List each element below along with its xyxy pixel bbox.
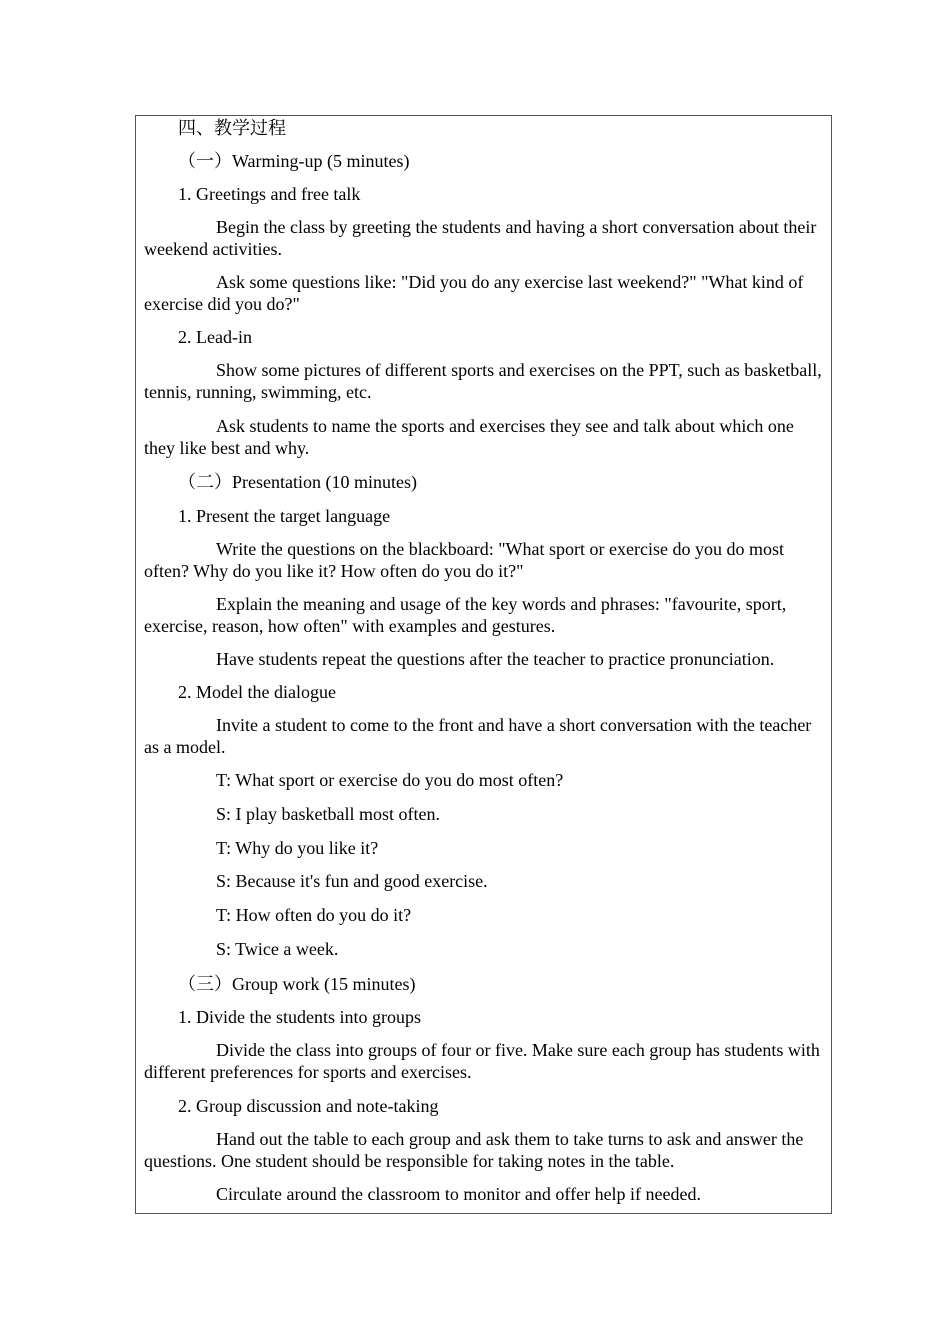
paragraph: Have students repeat the questions after the teacher to practice pronunciation. [216,649,775,669]
dialogue-line: T: How often do you do it? [216,905,412,925]
subsection-heading: （二）Presentation (10 minutes) [178,472,417,492]
dialogue-line: T: Why do you like it? [216,838,379,858]
step-heading: 1. Divide the students into groups [178,1007,421,1027]
section-heading: 四、教学过程 [178,118,286,138]
paragraph: Hand out the table to each group and ask them to take turns to ask and answer the questions. One student should be responsible for taking notes in the table. [144,1129,804,1171]
step-heading: 2. Model the dialogue [178,682,336,702]
paragraph: Begin the class by greeting the students and having a short conversation about their weekend activities. [144,217,817,259]
dialogue-line: S: Because it's fun and good exercise. [216,871,488,891]
step-heading: 2. Group discussion and note-taking [178,1096,439,1116]
step-heading: 1. Present the target language [178,506,391,526]
paragraph: Ask students to name the sports and exercises they see and talk about which one they like best and why. [144,416,794,458]
dialogue-line: S: I play basketball most often. [216,804,440,824]
subsection-heading: （三）Group work (15 minutes) [178,974,416,994]
dialogue-line: S: Twice a week. [216,939,339,959]
paragraph: Show some pictures of different sports and exercises on the PPT, such as basketball, tennis, running, swimming, etc. [144,360,822,402]
paragraph: Invite a student to come to the front and have a short conversation with the teacher as a model. [144,715,812,757]
subsection-heading: （一）Warming-up (5 minutes) [178,151,410,171]
step-heading: 1. Greetings and free talk [178,184,361,204]
paragraph: Write the questions on the blackboard: "What sport or exercise do you do most often? Why do you like it? How often do you do it?" [144,539,784,581]
paragraph: Explain the meaning and usage of the key words and phrases: "favourite, sport, exercise, reason, how often" with examples and gestures. [144,594,787,636]
paragraph: Circulate around the classroom to monitor and offer help if needed. [216,1184,702,1204]
paragraph: Divide the class into groups of four or five. Make sure each group has students with different preferences for sports and exercises. [144,1040,820,1082]
paragraph: Ask some questions like: "Did you do any exercise last weekend?" "What kind of exercise did you do?" [144,272,804,314]
dialogue-line: T: What sport or exercise do you do most often? [216,770,564,790]
step-heading: 2. Lead-in [178,327,252,347]
